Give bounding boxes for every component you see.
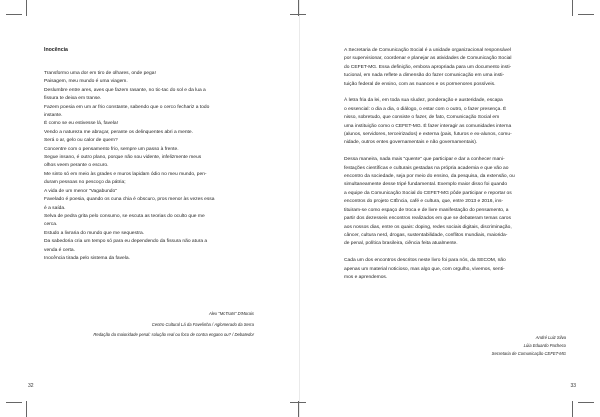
poem-line: venda é certa.	[44, 247, 75, 253]
crop-mark	[572, 0, 573, 16]
poem-credits	[34, 309, 254, 341]
text-line: Dessa maneira, nada mais "quente" que participar e dar a conhecer mani-	[344, 157, 505, 163]
crop-mark	[578, 14, 594, 15]
text-block	[344, 47, 565, 291]
text-line: simultaneamente desse tripé fundamental. Exemplo maior disso foi quando	[344, 182, 508, 188]
crop-mark	[6, 14, 22, 15]
text-line: festações científicas e culturais gestadas na própria academia e que vão ao	[344, 165, 509, 171]
paragraph	[344, 156, 565, 248]
right-page	[300, 0, 600, 417]
text-line: Cada um dos encontros descritos neste livro foi para nós, da SECOM, não	[344, 258, 506, 264]
paragraph	[344, 97, 565, 147]
poem-body	[44, 70, 254, 263]
text-line: (alunos, servidores, terceirizados) e externa (pais, futuros e ex-alunos, comu-	[344, 132, 512, 138]
author-debate-note: Redação da maioridade penal: solução real ou foco de contra engano ou? / Debatedor	[93, 332, 254, 337]
poem-line: Vendo a natureza me abraçar, perante os delinquentes abri a mente.	[44, 129, 193, 135]
crop-mark	[6, 402, 22, 403]
text-line: apenas um material noticioso, mas algo que, com orgulho, vivemos, senti-	[344, 266, 505, 272]
text-line: de penal, política brasileira, ciência feita atualmente.	[344, 241, 458, 247]
poem-line: Da sabedoria cria um tempo só para eu dependendo da fissura não atura a	[44, 239, 208, 245]
signature-block	[492, 334, 566, 358]
crop-mark	[578, 402, 594, 403]
paragraph	[344, 47, 565, 89]
poem-line: é a saída.	[44, 205, 66, 211]
poem-line: Me sinto só em meio às grades e muros lapidam ódio no meu mundo, pen-	[44, 171, 207, 177]
text-line: tuição federal de ensino, com as nuances e os pormenores possíveis.	[344, 81, 496, 87]
signatory-department: Secretaria de Comunicação CEFET-MG	[491, 351, 566, 356]
text-line: câncer, cultura nerd, drogas, sustentabilidade, conflitos mundiais, maiorida-	[344, 232, 508, 238]
poem-title: Inocência	[44, 47, 68, 53]
text-line: tituiram-se como espaço de troca e de livre manifestação do pensamento, a	[344, 207, 509, 213]
poem-line: fissura te deixa em transe.	[44, 96, 102, 102]
page-number-right: 33	[570, 383, 576, 389]
poem-line: Fazem poesia em um ar frio constante, sabendo que o cerco fechariz a todo	[44, 104, 210, 110]
text-line: mos e aprendemos.	[344, 274, 388, 280]
poem-line: Selva de pedra grita pelo consumo, se escuta as teorias do oculto que me	[44, 213, 205, 219]
text-line: a equipe da Comunicação Social do CEFET-MG pôde participar e reportar os	[344, 190, 512, 196]
poem-line: Deslumbre entre ares, aves que fazem rasante, no tic-tac do sol e da lua a	[44, 87, 206, 93]
signatory-name: Lúia Eduardo Pacheco	[523, 343, 566, 348]
crop-mark	[298, 401, 299, 417]
text-line: partir dos dezesseis encontros realizados em que se debateram temas caros	[344, 216, 511, 222]
poem-line: É como se eu estivesse lá, favela!	[44, 121, 118, 127]
text-line: por supervisionar, coordenar e planejar as atividades de Comunicação Social	[344, 56, 512, 62]
poem-line: Favelado é poesia, quando os cuna chia é obscuro, pros menor às vezes essa	[44, 197, 215, 203]
text-line: tucional, em nada reflete a dimensão do fazer comunicação em uma insti-	[344, 73, 505, 79]
author-name: Alex "McTsaN" D'Morais	[208, 311, 254, 316]
poem-line: A vida de um menor "Vagabundo"	[44, 188, 117, 194]
poem-line: olhos veem perante o escuro.	[44, 163, 109, 169]
text-line: encontro da sociedade, seja por meio do ensino, da pesquisa, da extensão, ou	[344, 174, 515, 180]
poem-block	[44, 47, 254, 263]
poem-line: Inocência tirada pelo sistema da favela.	[44, 255, 130, 261]
poem-line: Será o ar, gelo ou calor de quem?	[44, 138, 118, 144]
text-line: A Secretaria de Comunicação Social é a unidade organizacional responsável	[344, 48, 511, 53]
text-line: À letra fria da lei, em toda sua síudez, ponderação e austeridade, escapa	[344, 98, 503, 104]
text-line: aos nossos dias, entre os quais: doping, redes sociais digitais, discriminação,	[344, 224, 512, 230]
poem-line: cerca.	[44, 222, 58, 228]
crop-mark	[572, 401, 573, 417]
page-number-left: 32	[28, 383, 34, 389]
text-line: nidade, outros entes governamentais e não governamentais).	[344, 140, 478, 146]
text-line: o essencial: o dia a dia, o diálogo, o estar com o outro, o fazer presença. É	[344, 106, 507, 112]
text-line: encontros do projeto CIÊncia, café e cultura, que, entre 2013 e 2016, ins-	[344, 199, 504, 205]
poem-line: duram pessoas no pescoço da pátria;	[44, 180, 126, 186]
crop-mark	[298, 0, 299, 16]
text-line: uma instituição como o CEFET-MG. É fazer interagir as comunidades interna	[344, 123, 512, 129]
poem-line: Concentre com o pensamento frio, sempre um passo à frente.	[44, 146, 179, 152]
text-line: do CEFET-MG. Essa definição, embora apropriada para um documento insti-	[344, 64, 512, 70]
text-line: nisso, sobretudo, que consiste o fazer, de fato, Comunicação Social em	[344, 115, 500, 121]
poem-line: instante.	[44, 113, 63, 119]
author-affiliation: Centro Cultural Lá da Favelinha / Aglomerado da Serra	[151, 321, 254, 327]
poem-line: Segue insano, é outro plano, porque não sou vidente, infelizmente meus	[44, 155, 202, 161]
poem-line: Transformo uma dor em tiro de olhares, onde pega!	[44, 71, 156, 76]
poem-line: Estudo a livraria do mundo que me sequestra.	[44, 230, 145, 236]
signatory-name: André Luiz Silva	[535, 335, 566, 340]
crop-mark	[26, 401, 27, 417]
paragraph	[344, 257, 565, 282]
crop-mark	[26, 0, 27, 16]
poem-line: Paisagem, meu mundo é uma viagem.	[44, 79, 128, 85]
